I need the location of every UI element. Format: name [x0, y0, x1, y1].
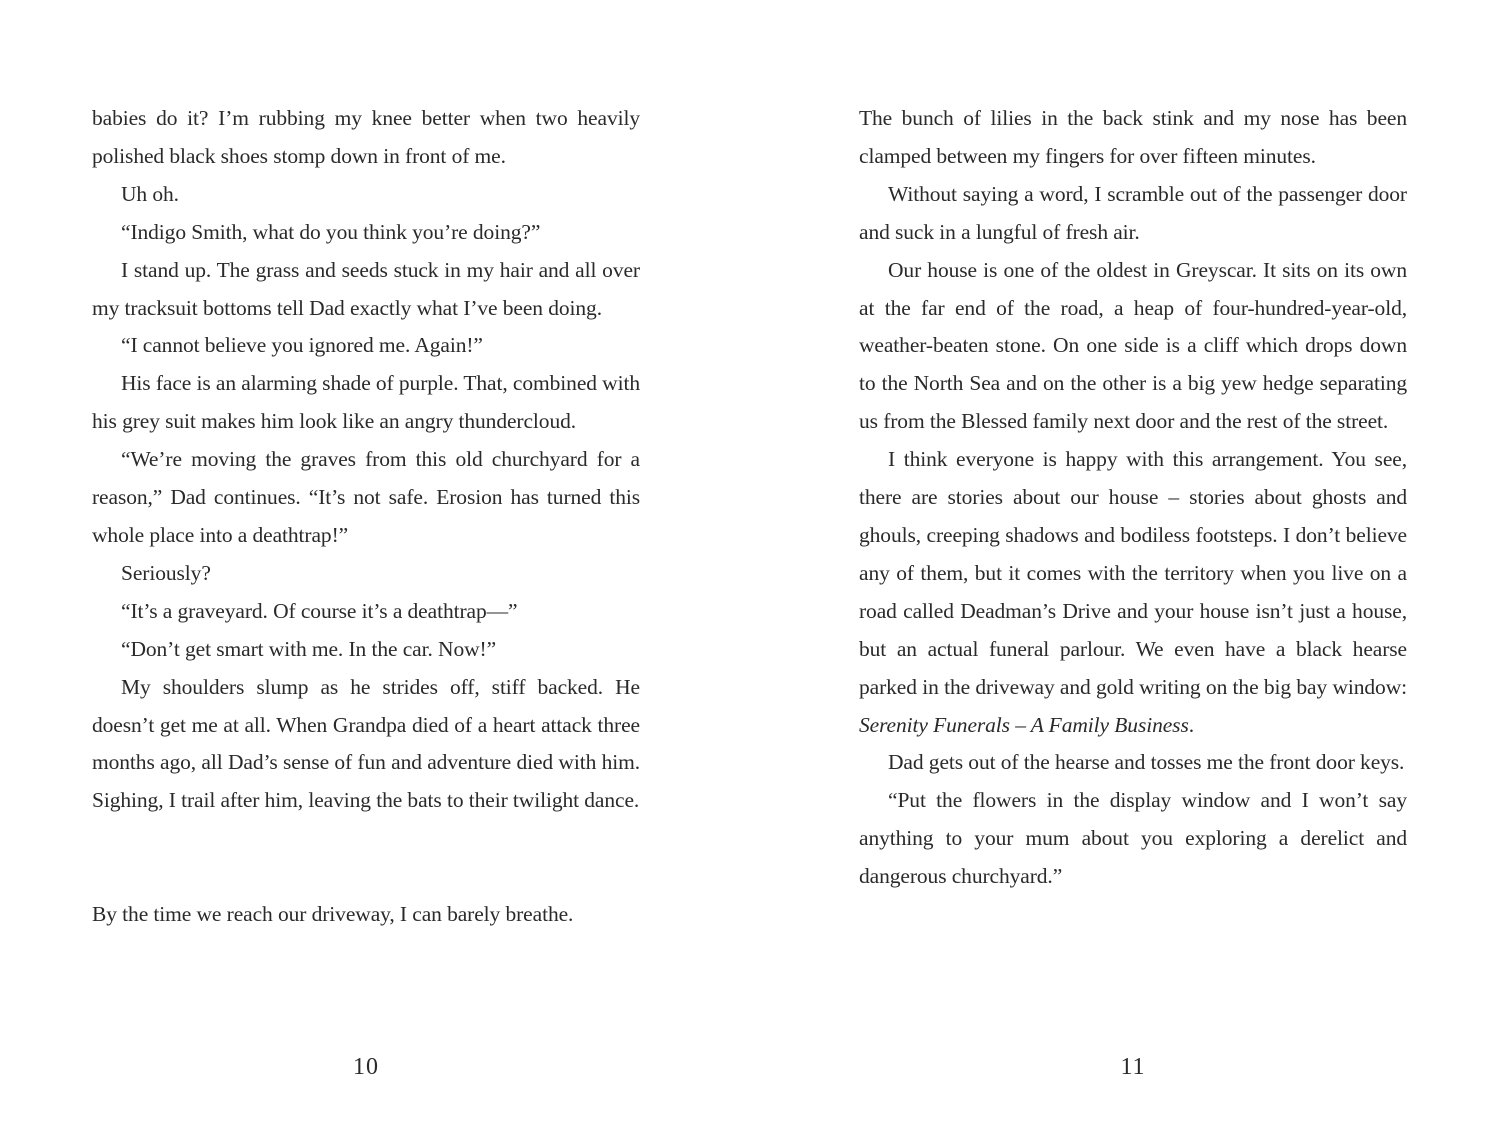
paragraph-text: I think everyone is happy with this arrangement. You see, there are stories about our house – stories about ghosts and ghouls, creeping shadows and bodiless footsteps. I don’t believe any of them, but it comes with the territory when you live on a road called Deadman’s Drive and your house isn’t just a house, but an actual funeral parlour. We even have a black hearse parked in the driveway and gold writing on the big bay window:	[859, 447, 1407, 699]
paragraph: Our house is one of the oldest in Greyscar. It sits on its own at the far end of the road, a heap of four-hundred-year-old, weather-beaten stone. On one side is a cliff which drops down to the North Sea and on the other is a big yew hedge separating us from the Blessed family next door and the rest of the street.	[859, 257, 1407, 434]
page-number-right: 11	[1120, 1054, 1146, 1080]
paragraph: The bunch of lilies in the back stink and my nose has been clamped between my fingers for over fifteen minutes.	[859, 106, 1407, 168]
paragraph: Seriously?	[121, 560, 211, 585]
paragraph: “Indigo Smith, what do you think you’re doing?”	[121, 219, 541, 244]
paragraph: Dad gets out of the hearse and tosses me the front door keys.	[888, 750, 1405, 775]
paragraph-text: .	[1188, 712, 1194, 737]
paragraph: “We’re moving the graves from this old churchyard for a reason,” Dad continues. “It’s not safe. Erosion has turned this whole place into a deathtrap!”	[92, 447, 640, 547]
paragraph: My shoulders slump as he strides off, stiff backed. He doesn’t get me at all. When Grandpa died of a heart attack three months ago, all Dad’s sense of fun and adventure died with him. Sighing, I trail after him, leaving the bats to their twilight dance.	[92, 674, 640, 813]
paragraph: “Don’t get smart with me. In the car. Now!”	[121, 636, 497, 661]
right-page	[859, 100, 1407, 896]
paragraph	[859, 441, 1407, 744]
scene-break-paragraph: By the time we reach our driveway, I can barely breathe.	[92, 902, 574, 927]
paragraph: I stand up. The grass and seeds stuck in my hair and all over my tracksuit bottoms tell Dad exactly what I’ve been doing.	[92, 257, 640, 320]
paragraph: His face is an alarming shade of purple. That, combined with his grey suit makes him look like an angry thundercloud.	[92, 371, 641, 434]
paragraph: babies do it? I’m rubbing my knee better when two heavily polished black shoes stomp down in front of me.	[92, 106, 640, 168]
paragraph: Without saying a word, I scramble out of the passenger door and suck in a lungful of fresh air.	[859, 181, 1407, 244]
paragraph: “I cannot believe you ignored me. Again!”	[121, 333, 483, 358]
italic-sign-text: Serenity Funerals – A Family Business	[859, 712, 1189, 737]
paragraph: “It’s a graveyard. Of course it’s a deathtrap—”	[121, 598, 518, 623]
page-number-left: 10	[353, 1054, 379, 1080]
left-page	[92, 100, 640, 934]
paragraph: “Put the flowers in the display window and I won’t say anything to your mum about you exploring a derelict and dangerous churchyard.”	[859, 788, 1407, 889]
paragraph: Uh oh.	[121, 181, 179, 206]
